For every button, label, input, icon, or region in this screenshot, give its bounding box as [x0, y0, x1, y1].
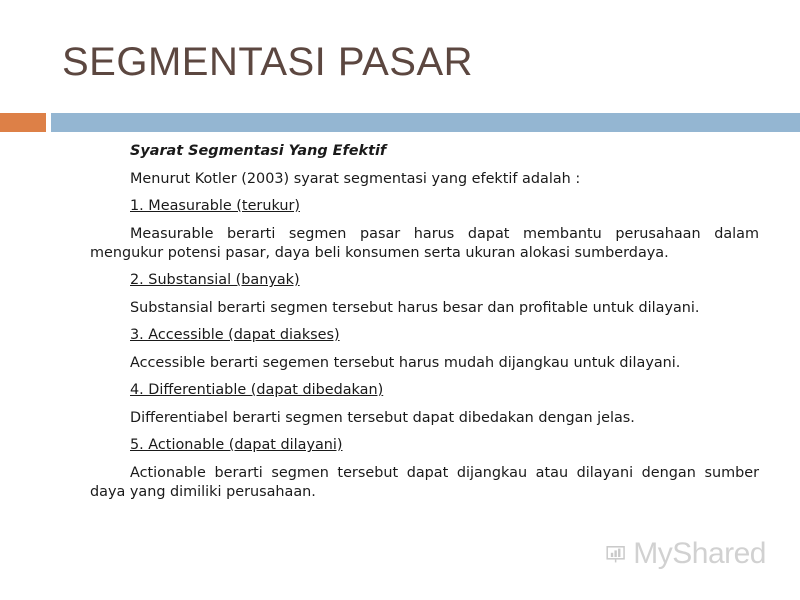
criterion-description: Actionable berarti segmen tersebut dapat dijangkau atau dilayani dengan sumber daya yang dimiliki perusahaan.	[90, 464, 759, 500]
criterion-label: 3. Accessible (dapat diakses)	[130, 327, 340, 343]
section-heading: Syarat Segmentasi Yang Efektif	[130, 143, 387, 159]
criterion-label: 5. Actionable (dapat dilayani)	[130, 437, 343, 453]
criterion-label: 1. Measurable (terukur)	[130, 198, 300, 214]
accent-bar-orange	[0, 113, 46, 132]
intro-text: Menurut Kotler (2003) syarat segmentasi yang efektif adalah :	[130, 170, 581, 187]
presentation-chart-icon	[606, 538, 625, 570]
criterion-description: Substansial berarti segmen tersebut harus besar dan profitable untuk dilayani.	[130, 299, 700, 316]
criterion-description: Accessible berarti segemen tersebut harus mudah dijangkau untuk dilayani.	[130, 354, 681, 371]
slide-body	[90, 142, 759, 510]
slide-title: SEGMENTASI PASAR	[62, 40, 474, 84]
criterion-description: Differentiabel berarti segmen tersebut dapat dibedakan dengan jelas.	[130, 409, 635, 426]
accent-bar-blue	[51, 113, 800, 132]
watermark-text: MyShared	[633, 537, 766, 570]
criterion-label: 4. Differentiable (dapat dibedakan)	[130, 382, 384, 398]
criterion-description: Measurable berarti segmen pasar harus dapat membantu perusahaan dalam mengukur potensi pasar, daya beli konsumen serta ukuran alokasi sumberdaya.	[90, 225, 759, 261]
criterion-label: 2. Substansial (banyak)	[130, 272, 300, 288]
watermark	[606, 533, 766, 575]
